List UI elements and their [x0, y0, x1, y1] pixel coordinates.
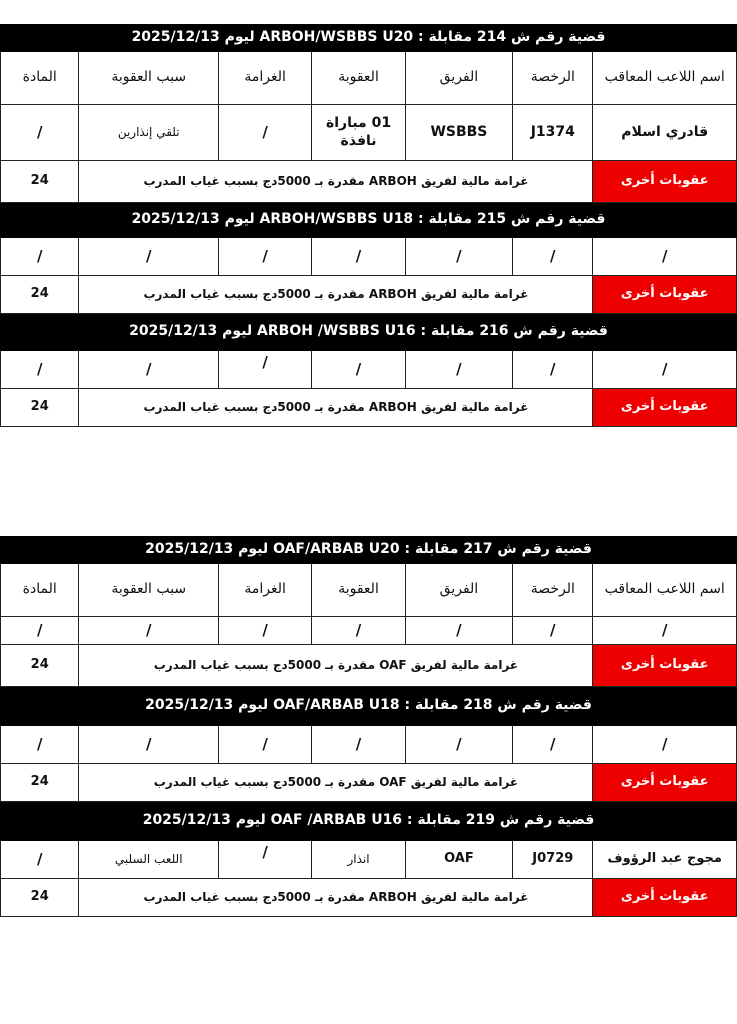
- fine: /: [218, 841, 311, 879]
- article: /: [1, 351, 79, 389]
- other-penalties-label: عقوبات أخرى: [593, 161, 737, 203]
- col-license: الرخصة: [513, 52, 593, 105]
- license: J1374: [513, 105, 593, 161]
- table-row: [1, 351, 737, 389]
- team: WSBBS: [405, 105, 512, 161]
- fine: /: [218, 238, 311, 276]
- other-penalty-note: غرامة مالية لفريق ARBOH مقدرة بـ 5000دج بسبب غياب المدرب: [79, 276, 593, 314]
- reason: /: [79, 726, 219, 764]
- article: /: [1, 105, 79, 161]
- col-penalty: العقوبة: [312, 564, 405, 617]
- other-penalty-note: غرامة مالية لفريق ARBOH مقدرة بـ 5000دج بسبب غياب المدرب: [79, 161, 593, 203]
- col-reason: سبب العقوبة: [79, 52, 219, 105]
- col-player-name: اسم اللاعب المعاقب: [593, 564, 737, 617]
- other-penalty-note: غرامة مالية لفريق ARBOH مقدرة بـ 5000دج بسبب غياب المدرب: [79, 879, 593, 917]
- table-row: [1, 617, 737, 645]
- column-header-row: [1, 52, 737, 105]
- case-title: قضية رقم ش 216 مقابلة : ARBOH /WSBBS U16 ليوم 2025/12/13: [1, 314, 737, 351]
- penalty: /: [312, 726, 405, 764]
- other-penalty-article: 24: [1, 276, 79, 314]
- table-row: [1, 726, 737, 764]
- fine: /: [218, 726, 311, 764]
- col-license: الرخصة: [513, 564, 593, 617]
- other-penalties-label: عقوبات أخرى: [593, 276, 737, 314]
- penalty: /: [312, 238, 405, 276]
- case-title: قضية رقم ش 218 مقابلة : OAF/ARBAB U18 ليوم 2025/12/13: [1, 687, 737, 726]
- other-penalty-note: غرامة مالية لفريق OAF مقدرة بـ 5000دج بسبب غياب المدرب: [79, 764, 593, 802]
- other-penalty-article: 24: [1, 764, 79, 802]
- other-penalties-row: [1, 276, 737, 314]
- player-name: /: [593, 238, 737, 276]
- case-title: قضية رقم ش 214 مقابلة : ARBOH/WSBBS U20 ليوم 2025/12/13: [1, 25, 737, 52]
- col-article: المادة: [1, 52, 79, 105]
- license: /: [513, 617, 593, 645]
- col-reason: سبب العقوبة: [79, 564, 219, 617]
- license: /: [513, 238, 593, 276]
- penalty: /: [312, 351, 405, 389]
- col-article: المادة: [1, 564, 79, 617]
- case-title-row: [1, 802, 737, 841]
- article: /: [1, 726, 79, 764]
- col-penalty: العقوبة: [312, 52, 405, 105]
- case-title-row: [1, 537, 737, 564]
- article: /: [1, 841, 79, 879]
- team: /: [405, 238, 512, 276]
- reason: /: [79, 351, 219, 389]
- penalty: 01 مباراة نافذة: [312, 105, 405, 161]
- table-row: [1, 841, 737, 879]
- other-penalty-article: 24: [1, 161, 79, 203]
- col-team: الفريق: [405, 52, 512, 105]
- other-penalties-row: [1, 879, 737, 917]
- case-title-row: [1, 314, 737, 351]
- penalty: /: [312, 617, 405, 645]
- col-fine: الغرامة: [218, 52, 311, 105]
- player-name: مجوج عبد الرؤوف: [593, 841, 737, 879]
- reason: اللعب السلبي: [79, 841, 219, 879]
- case-table-group-2: [0, 536, 737, 917]
- other-penalty-article: 24: [1, 879, 79, 917]
- license: /: [513, 726, 593, 764]
- player-name: قادري اسلام: [593, 105, 737, 161]
- player-name: /: [593, 726, 737, 764]
- reason: /: [79, 617, 219, 645]
- reason: تلقي إنذارين: [79, 105, 219, 161]
- column-header-row: [1, 564, 737, 617]
- license: J0729: [513, 841, 593, 879]
- other-penalties-label: عقوبات أخرى: [593, 879, 737, 917]
- case-title: قضية رقم ش 219 مقابلة : OAF /ARBAB U16 ليوم 2025/12/13: [1, 802, 737, 841]
- other-penalties-row: [1, 389, 737, 427]
- col-fine: الغرامة: [218, 564, 311, 617]
- case-title: قضية رقم ش 217 مقابلة : OAF/ARBAB U20 ليوم 2025/12/13: [1, 537, 737, 564]
- player-name: /: [593, 617, 737, 645]
- reason: /: [79, 238, 219, 276]
- team: /: [405, 617, 512, 645]
- case-table-group-1: [0, 24, 737, 427]
- table-row: [1, 238, 737, 276]
- other-penalties-label: عقوبات أخرى: [593, 645, 737, 687]
- other-penalties-row: [1, 645, 737, 687]
- case-title-row: [1, 687, 737, 726]
- team: /: [405, 351, 512, 389]
- case-title-row: [1, 203, 737, 238]
- other-penalties-row: [1, 161, 737, 203]
- col-player-name: اسم اللاعب المعاقب: [593, 52, 737, 105]
- team: OAF: [405, 841, 512, 879]
- other-penalty-article: 24: [1, 645, 79, 687]
- case-title: قضية رقم ش 215 مقابلة : ARBOH/WSBBS U18 ليوم 2025/12/13: [1, 203, 737, 238]
- other-penalty-article: 24: [1, 389, 79, 427]
- player-name: /: [593, 351, 737, 389]
- article: /: [1, 617, 79, 645]
- table-row: [1, 105, 737, 161]
- other-penalties-row: [1, 764, 737, 802]
- fine: /: [218, 105, 311, 161]
- other-penalties-label: عقوبات أخرى: [593, 389, 737, 427]
- case-title-row: [1, 25, 737, 52]
- penalty: انذار: [312, 841, 405, 879]
- license: /: [513, 351, 593, 389]
- fine: /: [218, 351, 311, 389]
- col-team: الفريق: [405, 564, 512, 617]
- other-penalty-note: غرامة مالية لفريق ARBOH مقدرة بـ 5000دج بسبب غياب المدرب: [79, 389, 593, 427]
- fine: /: [218, 617, 311, 645]
- other-penalty-note: غرامة مالية لفريق OAF مقدرة بـ 5000دج بسبب غياب المدرب: [79, 645, 593, 687]
- team: /: [405, 726, 512, 764]
- article: /: [1, 238, 79, 276]
- other-penalties-label: عقوبات أخرى: [593, 764, 737, 802]
